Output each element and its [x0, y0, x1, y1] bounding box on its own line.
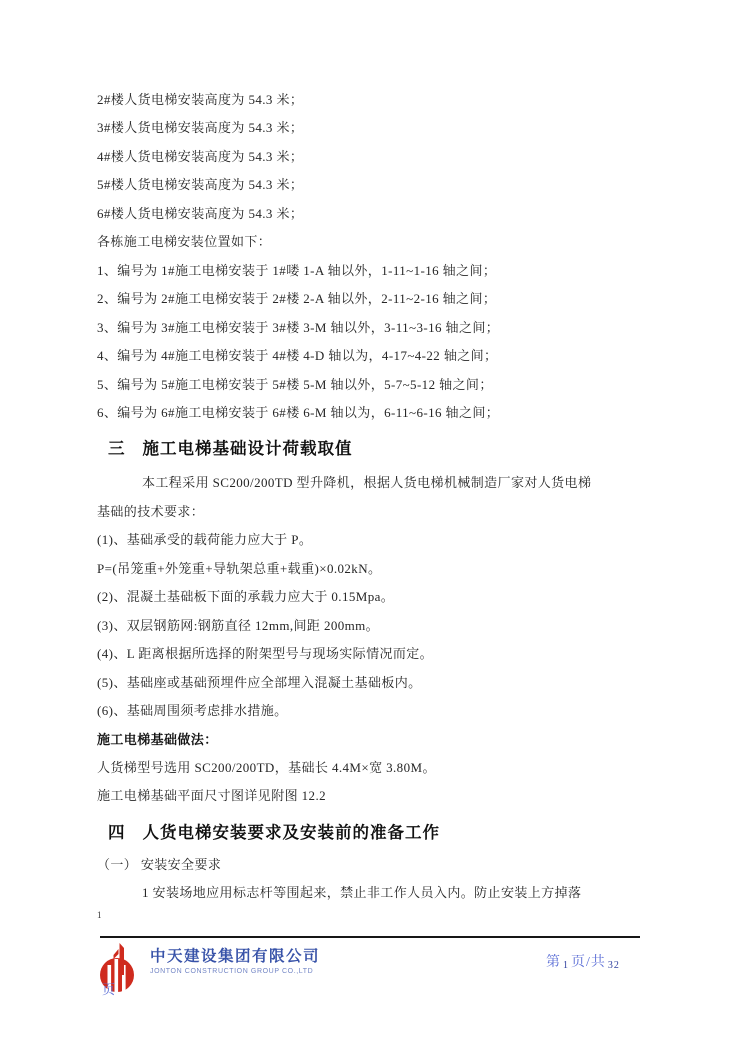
- basis-line: 施工电梯基础平面尺寸图详见附图 12.2: [97, 788, 327, 804]
- company-name-en: JONTON CONSTRUCTION GROUP CO.,LTD: [150, 968, 314, 975]
- section-4-subheading: （一） 安装安全要求: [97, 856, 222, 872]
- company-block: [150, 948, 320, 976]
- height-line: 3#楼人货电梯安装高度为 54.3 米；: [97, 120, 304, 136]
- page-number-current: 1: [563, 960, 569, 971]
- company-name-cn: 中天建设集团有限公司: [150, 948, 321, 965]
- position-item: 5、编号为 5#施工电梯安装于 5#楼 5-M 轴以外，5-7~5-12 轴之间；: [97, 376, 493, 392]
- page-number: [546, 951, 622, 971]
- page-number-mid: 页/共: [571, 955, 606, 970]
- height-line: 6#楼人货电梯安装高度为 54.3 米；: [97, 205, 304, 221]
- page-number-wrapped-char: 页: [102, 982, 116, 997]
- section-3-title: 施工电梯基础设计荷载取值: [142, 439, 353, 459]
- section-3-intro-line-1: 本工程采用 SC200/200TD 型升降机，根据人货电梯机械制造厂家对人货电梯: [142, 475, 592, 491]
- section-4-title: 人货电梯安装要求及安装前的准备工作: [142, 822, 440, 842]
- basis-subheading: 施工电梯基础做法：: [97, 731, 218, 747]
- page-number-total: 32: [607, 960, 620, 971]
- section-3-heading: [108, 437, 649, 461]
- section-3-intro-line-2: 基础的技术要求：: [97, 503, 205, 519]
- requirement-formula: P=(吊笼重+外笼重+导轨架总重+载重)×0.02kN。: [97, 560, 382, 576]
- requirement-item: (1)、基础承受的载荷能力应大于 P。: [97, 532, 313, 548]
- height-line: 5#楼人货电梯安装高度为 54.3 米；: [97, 177, 304, 193]
- requirement-item: (6)、基础周围须考虑排水措施。: [97, 703, 288, 719]
- section-4-heading: [108, 821, 649, 845]
- footnote-marker: 1: [97, 909, 102, 920]
- height-line: 2#楼人货电梯安装高度为 54.3 米；: [97, 92, 304, 107]
- requirement-item: (5)、基础座或基础预埋件应全部埋入混凝土基础板内。: [97, 674, 422, 690]
- position-intro: 各栋施工电梯安装位置如下：: [97, 234, 272, 250]
- section-4-body-line: 1 安装场地应用标志杆等围起来，禁止非工作人员入内。防止安装上方掉落: [142, 885, 582, 901]
- basis-line: 人货梯型号选用 SC200/200TD，基础长 4.4M×宽 3.80M。: [97, 759, 436, 775]
- position-item: 1、编号为 1#施工电梯安装于 1#喽 1-A 轴以外，1-11~1-16 轴之间；: [97, 262, 497, 278]
- document-body: [97, 86, 649, 922]
- position-item: 6、编号为 6#施工电梯安装于 6#楼 6-M 轴以为，6-11~6-16 轴之间；: [97, 404, 500, 420]
- footer-divider: [100, 936, 640, 938]
- section-3-number: 三: [108, 439, 126, 459]
- height-line: 4#楼人货电梯安装高度为 54.3 米；: [97, 148, 304, 164]
- position-item: 2、编号为 2#施工电梯安装于 2#楼 2-A 轴以外，2-11~2-16 轴之间；: [97, 291, 497, 307]
- position-item: 3、编号为 3#施工电梯安装于 3#楼 3-M 轴以外，3-11~3-16 轴之间；: [97, 319, 500, 335]
- requirement-item: (2)、混凝土基础板下面的承载力应大于 0.15Mpa。: [97, 589, 395, 605]
- position-item: 4、编号为 4#施工电梯安装于 4#楼 4-D 轴以为，4-17~4-22 轴之间；: [97, 348, 498, 364]
- section-4-number: 四: [108, 822, 126, 842]
- requirement-item: (4)、L 距离根据所选择的附架型号与现场实际情况而定。: [97, 646, 434, 662]
- page-number-prefix: 第: [546, 955, 561, 970]
- requirement-item: (3)、双层钢筋网:钢筋直径 12mm,间距 200mm。: [97, 617, 380, 633]
